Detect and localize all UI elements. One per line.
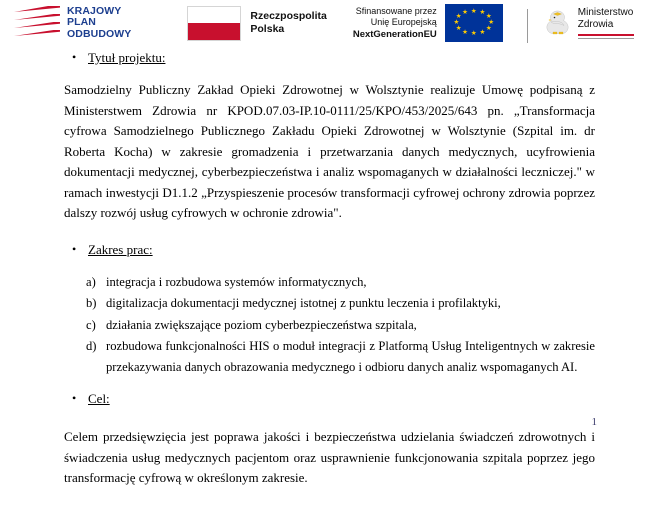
logo-divider — [527, 9, 528, 43]
kpo-line-3: ODBUDOWY — [67, 27, 132, 40]
heading-goal-label: Cel: — [88, 391, 110, 406]
poland-flag-icon — [187, 6, 241, 41]
eu-star-icon: ★ — [485, 13, 492, 21]
eu-star-icon: ★ — [462, 8, 468, 16]
list-item-text: integracja i rozbudowa systemów informatycznych, — [106, 274, 367, 289]
heading-project-title — [64, 50, 595, 66]
list-item — [64, 272, 595, 293]
document-body — [64, 50, 595, 507]
project-title-paragraph: Samodzielny Publiczny Zakład Opieki Zdrowotnej w Wolsztynie realizuje Umowę podpisaną z Ministerstwem Zdrowia nr KPOD.07.03-IP.10-0111/25/KPO/453/2025/643 pn. „Transformacja cyfrowa Samodzielnego Publicznego Zakładu Opieki Zdrowotnej w Wolsztynie (Szpital im. dr Roberta Kocha) w zakresie gromadzenia i przetwarzania danych medycznych, ucyfrowienia dokumentacji medycznej, cyberbezpieczeństwa i analiz wspomaganych w działalności leczniczej." w ramach inwestycji D1.1.2 „Przyspieszenie procesów transformacji cyfrowej ochrony zdrowia poprzez dalszy rozwój usług cyfrowych w ochronie zdrowia". — [64, 82, 595, 220]
eu-funding-text — [353, 6, 437, 41]
funding-logos-header — [0, 0, 655, 46]
european-union-funding-logo — [353, 4, 503, 42]
kpo-line-1: KRAJOWY — [67, 4, 122, 17]
list-item — [64, 293, 595, 314]
ministry-logo-text — [578, 7, 634, 31]
ministry-logo-right — [578, 7, 634, 39]
eu-star-icon: ★ — [485, 24, 492, 32]
list-item-marker: d) — [86, 339, 97, 353]
republic-line-2: Polska — [250, 23, 285, 35]
list-item-text: działania zwiększające poziom cyberbezpieczeństwa szpitala, — [106, 317, 417, 332]
republic-logo-text — [250, 10, 326, 36]
republic-of-poland-logo — [187, 6, 326, 41]
polish-eagle-emblem-icon — [544, 8, 571, 38]
list-item-text: digitalizacja dokumentacji medycznej istotnej z punktu leczenia i profilaktyki, — [106, 296, 501, 310]
ministry-red-rule — [578, 34, 634, 36]
list-item — [64, 315, 595, 336]
eu-line-1: Sfinansowane przez — [355, 5, 437, 16]
list-item-marker: b) — [86, 296, 97, 310]
eu-star-icon: ★ — [462, 28, 468, 36]
heading-scope-of-work-label: Zakres prac: — [88, 241, 153, 257]
page-number: 1 — [591, 416, 597, 428]
ministry-gray-rule — [578, 38, 634, 40]
heading-scope-of-work — [64, 242, 595, 258]
kpo-logo-text — [67, 6, 131, 41]
ministry-of-health-logo — [527, 7, 634, 39]
scope-of-work-list — [64, 272, 595, 378]
eu-star-icon: ★ — [488, 18, 495, 26]
list-item-text: rozbudowa funkcjonalności HIS o moduł integracji z Platformą Usług Inteligentnych w zakresie przekazywania danych obrazowania medycznego i odbioru danych analiz wspomaganych AI. — [106, 339, 595, 374]
list-item — [64, 336, 595, 377]
list-item-marker: c) — [86, 317, 96, 332]
eu-star-icon: ★ — [479, 28, 486, 36]
ministry-line-1: Ministerstwo — [577, 7, 634, 18]
european-union-flag-icon — [445, 4, 503, 42]
list-item-marker: a) — [86, 274, 96, 289]
kpo-mark-icon — [14, 6, 60, 40]
ministry-rules — [578, 34, 634, 39]
ministry-line-2: Zdrowia — [577, 19, 614, 30]
krajowy-plan-odbudowy-logo — [14, 6, 131, 41]
heading-goal — [64, 391, 595, 407]
eu-line-3: NextGenerationEU — [352, 28, 437, 40]
eu-star-icon: ★ — [455, 24, 462, 32]
goal-paragraph: Celem przedsięwzięcia jest poprawa jakości i bezpieczeństwa udzielania świadczeń zdrowotnych i świadczenia usług medycznych pacjentom oraz usprawnienie funkcjonowania szpitala poprzez jego transformację cyfrową w określonym zakresie. — [64, 429, 595, 485]
eu-line-2: Unię Europejską — [370, 17, 437, 28]
eu-star-icon: ★ — [453, 18, 460, 26]
eu-star-icon: ★ — [479, 8, 486, 16]
eu-star-icon: ★ — [455, 13, 462, 21]
eu-star-icon: ★ — [470, 30, 477, 38]
heading-project-title-label: Tytuł projektu: — [88, 50, 166, 65]
republic-line-1: Rzeczpospolita — [250, 10, 327, 22]
kpo-line-2: PLAN — [67, 16, 96, 29]
eu-star-icon: ★ — [470, 7, 477, 15]
